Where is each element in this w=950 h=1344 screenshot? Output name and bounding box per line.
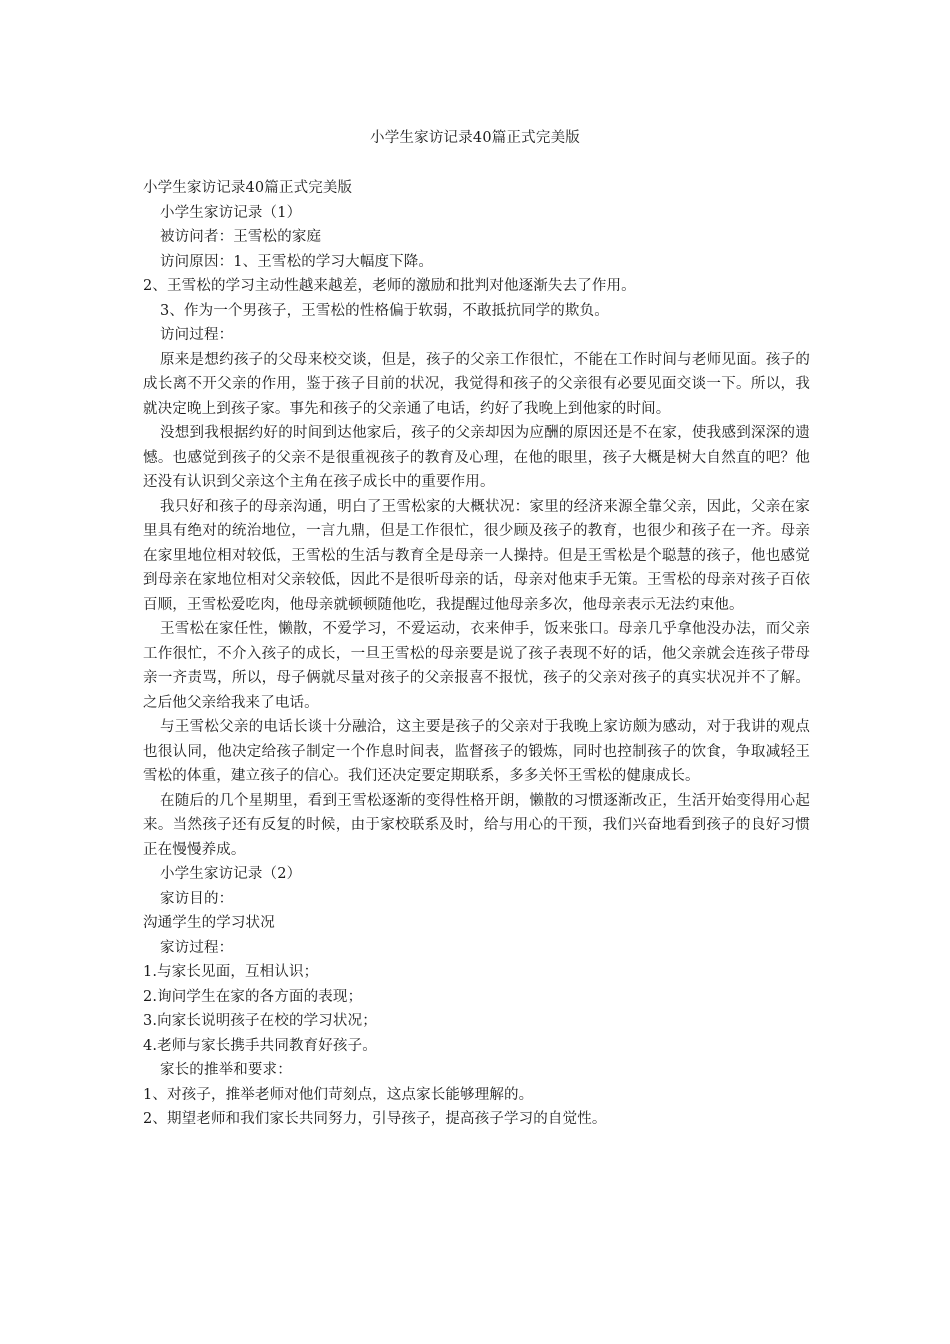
paragraph: 3.向家长说明孩子在校的学习状况；: [143, 1013, 377, 1029]
paragraph: 沟通学生的学习状况: [143, 915, 275, 931]
paragraph: 2、王雪松的学习主动性越来越差，老师的激励和批判对他逐渐失去了作用。: [143, 278, 636, 294]
paragraph: 2、期望老师和我们家长共同努力，引导孩子，提高孩子学习的自觉性。: [143, 1111, 607, 1127]
paragraph: 被访问者：王雪松的家庭: [160, 229, 322, 245]
paragraph: 4.老师与家长携手共同教育好孩子。: [143, 1037, 377, 1054]
paragraph: 访问过程：: [160, 327, 234, 343]
paragraph: 家访过程：: [160, 939, 234, 956]
paragraph: 小学生家访记录（2）: [160, 866, 302, 882]
document-body: [143, 176, 810, 1132]
paragraph: 家访目的：: [160, 890, 234, 907]
paragraph: 王雪松在家任性，懒散，不爱学习，不爱运动，衣来伸手，饭来张口。母亲几乎拿他没办法，而父亲工作很忙，不介入孩子的成长，一旦王雪松的母亲要是说了孩子表现不好的话，他父亲就会连孩子带母亲一齐责骂，所以，母子俩就尽量对孩子的父亲报喜不报忧，孩子的父亲对孩子的真实状况并不了解。之后他父亲给我来了电话。: [143, 621, 810, 711]
paragraph: 访问原因：1、王雪松的学习大幅度下降。: [160, 253, 434, 270]
document-heading: 小学生家访记录40篇正式完美版: [143, 180, 353, 196]
paragraph: 原来是想约孩子的父母来校交谈，但是，孩子的父亲工作很忙，不能在工作时间与老师见面。孩子的成长离不开父亲的作用，鉴于孩子目前的状况，我觉得和孩子的父亲很有必要见面交谈一下。所以，我就决定晚上到孩子家。事先和孩子的父亲通了电话，约好了我晚上到他家的时间。: [143, 351, 810, 417]
paragraph: 1、对孩子，推举老师对他们苛刻点，这点家长能够理解的。: [143, 1086, 534, 1103]
paragraph: 在随后的几个星期里，看到王雪松逐渐的变得性格开朗，懒散的习惯逐渐改正，生活开始变得用心起来。当然孩子还有反复的时候，由于家校联系及时，给与用心的干预，我们兴奋地看到孩子的良好习惯正在慢慢养成。: [143, 792, 810, 858]
paragraph: 没想到我根据约好的时间到达他家后，孩子的父亲却因为应酬的原因还是不在家，使我感到深深的遗憾。也感觉到孩子的父亲不是很重视孩子的教育及心理，在他的眼里，孩子大概是树大自然直的吧？他还没有认识到父亲这个主角在孩子成长中的重要作用。: [143, 425, 810, 490]
paragraph: 1.与家长见面，互相认识；: [143, 964, 319, 980]
paragraph: 家长的推举和要求：: [160, 1062, 292, 1078]
paragraph: 2.询问学生在家的各方面的表现；: [143, 988, 363, 1005]
paragraph: 我只好和孩子的母亲沟通，明白了王雪松家的大概状况：家里的经济来源全靠父亲，因此，父亲在家里具有绝对的统治地位，一言九鼎，但是工作很忙，很少顾及孩子的教育，也很少和孩子在一齐。母亲在家里地位相对较低，王雪松的生活与教育全是母亲一人操持。但是王雪松是个聪慧的孩子，他也感觉到母亲在家地位相对父亲较低，因此不是很听母亲的话，母亲对他束手无策。王雪松的母亲对孩子百依百顺，王雪松爱吃肉，他母亲就顿顿随他吃，我提醒过他母亲多次，他母亲表示无法约束他。: [143, 498, 810, 613]
paragraph: 小学生家访记录（1）: [160, 204, 302, 221]
document-title: 小学生家访记录40篇正式完美版: [370, 130, 580, 146]
paragraph: 与王雪松父亲的电话长谈十分融洽，这主要是孩子的父亲对于我晚上家访颇为感动，对于我讲的观点也很认同，他决定给孩子制定一个作息时间表，监督孩子的锻炼，同时也控制孩子的饮食，争取减轻王雪松的体重，建立孩子的信心。我们还决定要定期联系，多多关怀王雪松的健康成长。: [143, 719, 810, 784]
paragraph: 3、作为一个男孩子，王雪松的性格偏于软弱，不敢抵抗同学的欺负。: [160, 302, 609, 319]
